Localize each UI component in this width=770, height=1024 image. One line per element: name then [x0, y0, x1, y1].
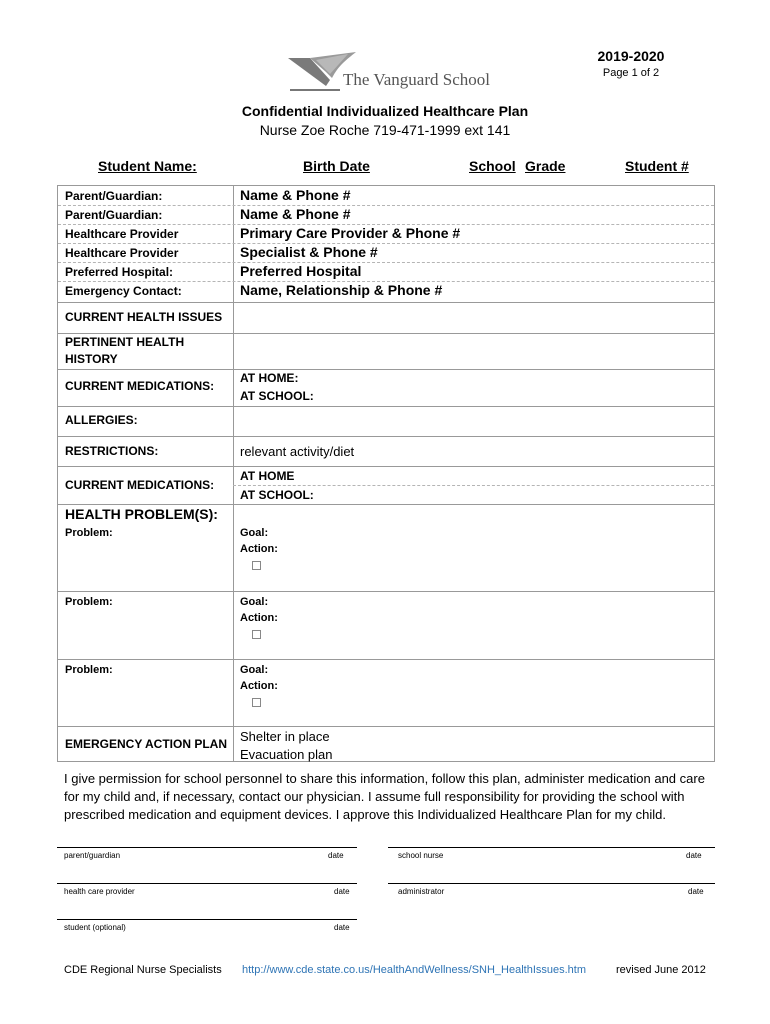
- action-checkbox[interactable]: [240, 557, 261, 574]
- evacuation-plan-text: Evacuation plan: [240, 747, 333, 762]
- school-nurse-label: school nurse: [398, 851, 444, 860]
- action-label: Action:: [240, 680, 278, 692]
- permission-statement: I give permission for school personnel to share this information, follow this plan, administer medication and care for my child and, if necessary, contact our physician. I assume full responsibility for providing the school with prescribed medication and equipment devices. I approve this Individualized Healthcare Plan for my child.: [64, 771, 705, 822]
- problem-label: Problem:: [65, 596, 113, 608]
- student-number-header: Student #: [625, 158, 689, 174]
- school-year: 2019-2020: [597, 48, 665, 64]
- grade-header: Grade: [525, 158, 566, 174]
- school-nurse-signature-line[interactable]: [388, 847, 715, 848]
- action-checkbox[interactable]: [240, 694, 261, 711]
- date-label: date: [334, 887, 350, 896]
- action-label: Action:: [240, 612, 278, 624]
- date-label: date: [328, 851, 344, 860]
- student-signature-label: student (optional): [64, 923, 126, 932]
- at-school-label-2: AT SCHOOL:: [240, 488, 314, 502]
- preferred-hospital-label: Preferred Hospital:: [65, 265, 174, 279]
- parent-guardian-value[interactable]: Name & Phone #: [240, 206, 351, 222]
- student-signature-line[interactable]: [57, 919, 357, 920]
- primary-care-value[interactable]: Primary Care Provider & Phone #: [240, 225, 461, 241]
- parent-guardian-label: Parent/Guardian:: [65, 208, 163, 222]
- specialist-value[interactable]: Specialist & Phone #: [240, 244, 378, 260]
- date-label: date: [334, 923, 350, 932]
- current-medications-label: CURRENT MEDICATIONS:: [65, 379, 215, 393]
- allergies-label: ALLERGIES:: [65, 413, 138, 427]
- nurse-contact: Nurse Zoe Roche 719-471-1999 ext 141: [259, 122, 511, 138]
- footer-link[interactable]: http://www.cde.state.co.us/HealthAndWellness/SNH_HealthIssues.htm: [242, 964, 587, 976]
- problem-label: Problem:: [65, 527, 113, 539]
- provider-signature-label: health care provider: [64, 887, 135, 896]
- action-label: Action:: [240, 543, 278, 555]
- emergency-contact-label: Emergency Contact:: [65, 284, 182, 298]
- current-health-issues-label: CURRENT HEALTH ISSUES: [65, 310, 223, 324]
- provider-signature-line[interactable]: [57, 883, 357, 884]
- logo-text: The Vanguard School: [343, 70, 490, 89]
- at-home-label: AT HOME:: [240, 371, 299, 385]
- parent-signature-line[interactable]: [57, 847, 357, 848]
- parent-signature-label: parent/guardian: [64, 851, 121, 860]
- date-label: date: [686, 851, 702, 860]
- footer-revised: revised June 2012: [616, 964, 706, 976]
- pertinent-history-label-2: HISTORY: [65, 352, 118, 366]
- parent-guardian-value[interactable]: Name & Phone #: [240, 187, 351, 203]
- pertinent-history-label-1: PERTINENT HEALTH: [65, 335, 185, 349]
- goal-label: Goal:: [240, 664, 269, 676]
- administrator-signature-line[interactable]: [388, 883, 715, 884]
- student-name-header: Student Name:: [98, 158, 197, 174]
- emergency-plan-label: EMERGENCY ACTION PLAN: [65, 737, 228, 751]
- at-school-label: AT SCHOOL:: [240, 389, 314, 403]
- healthcare-plan-table: [57, 185, 715, 762]
- current-medications-label-2: CURRENT MEDICATIONS:: [65, 478, 215, 492]
- at-home-label-2: AT HOME: [240, 469, 295, 483]
- action-checkbox[interactable]: [240, 626, 261, 643]
- administrator-label: administrator: [398, 887, 445, 896]
- emergency-contact-value[interactable]: Name, Relationship & Phone #: [240, 282, 443, 298]
- preferred-hospital-value[interactable]: Preferred Hospital: [240, 263, 362, 279]
- goal-label: Goal:: [240, 596, 269, 608]
- school-logo: [286, 50, 491, 94]
- goal-label: Goal:: [240, 527, 269, 539]
- parent-guardian-label: Parent/Guardian:: [65, 189, 163, 203]
- shelter-in-place-text: Shelter in place: [240, 729, 330, 744]
- date-label: date: [688, 887, 704, 896]
- problem-label: Problem:: [65, 664, 113, 676]
- page-number: Page 1 of 2: [602, 67, 660, 79]
- document-title: Confidential Individualized Healthcare Plan: [241, 103, 529, 119]
- birth-date-header: Birth Date: [303, 158, 370, 174]
- restrictions-value[interactable]: relevant activity/diet: [240, 444, 355, 459]
- footer-organization: CDE Regional Nurse Specialists: [64, 964, 222, 976]
- restrictions-label: RESTRICTIONS:: [65, 444, 159, 458]
- healthcare-provider-label: Healthcare Provider: [65, 246, 179, 260]
- health-problems-label: HEALTH PROBLEM(S):: [65, 506, 218, 522]
- healthcare-provider-label: Healthcare Provider: [65, 227, 179, 241]
- school-header: School: [469, 158, 516, 174]
